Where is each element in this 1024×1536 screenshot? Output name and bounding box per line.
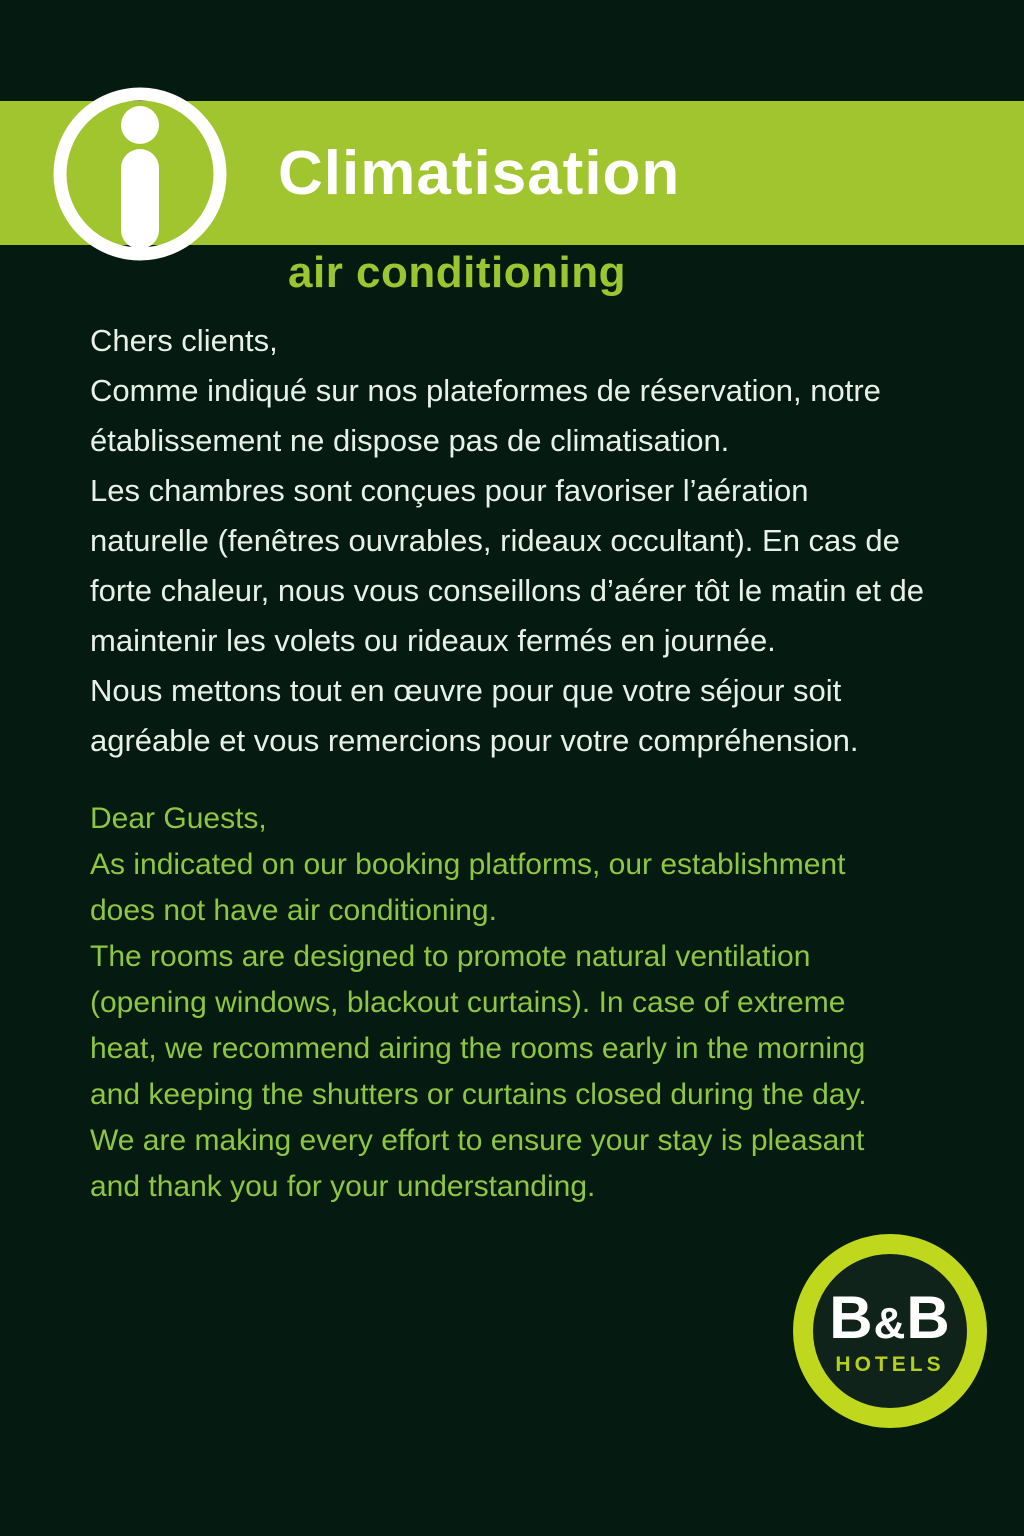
text-line: and thank you for your understanding.	[90, 1170, 596, 1203]
text-line: We are making every effort to ensure your stay is pleasant	[90, 1124, 865, 1157]
french-message	[90, 316, 1020, 766]
text-line: agréable et vous remercions pour votre compréhension.	[90, 723, 859, 758]
text-line: The rooms are designed to promote natural ventilation	[90, 940, 811, 973]
logo-letter-b1: B	[829, 1283, 874, 1351]
text-line: does not have air conditioning.	[90, 894, 497, 927]
text-line: naturelle (fenêtres ouvrables, rideaux occultant). En cas de	[90, 523, 900, 558]
text-line: forte chaleur, nous vous conseillons d’aérer tôt le matin et de	[90, 573, 925, 608]
english-message	[90, 796, 1020, 1210]
info-icon-graphic	[52, 86, 228, 262]
logo-hotels-text: HOTELS	[835, 1352, 945, 1376]
text-line: Chers clients,	[90, 323, 278, 358]
text-line: and keeping the shutters or curtains closed during the day.	[90, 1078, 867, 1111]
text-line: (opening windows, blackout curtains). In case of extreme	[90, 986, 846, 1019]
bnb-hotels-logo	[793, 1234, 987, 1428]
logo-brand-text	[829, 1283, 951, 1351]
logo-ampersand: &	[873, 1298, 907, 1348]
text-line: Dear Guests,	[90, 802, 267, 835]
page-subtitle: air conditioning	[288, 248, 626, 297]
text-line: établissement ne dispose pas de climatisation.	[90, 423, 730, 458]
text-line: Les chambres sont conçues pour favoriser l’aération	[90, 473, 809, 508]
text-line: Nous mettons tout en œuvre pour que votre séjour soit	[90, 673, 842, 708]
text-line: As indicated on our booking platforms, our establishment	[90, 848, 846, 881]
text-line: maintenir les volets ou rideaux fermés en journée.	[90, 623, 776, 658]
page-title: Climatisation	[278, 138, 681, 208]
logo-letter-b2: B	[906, 1283, 951, 1351]
text-line: Comme indiqué sur nos plateformes de réservation, notre	[90, 373, 881, 408]
info-icon	[52, 86, 228, 262]
text-line: heat, we recommend airing the rooms early in the morning	[90, 1032, 866, 1065]
